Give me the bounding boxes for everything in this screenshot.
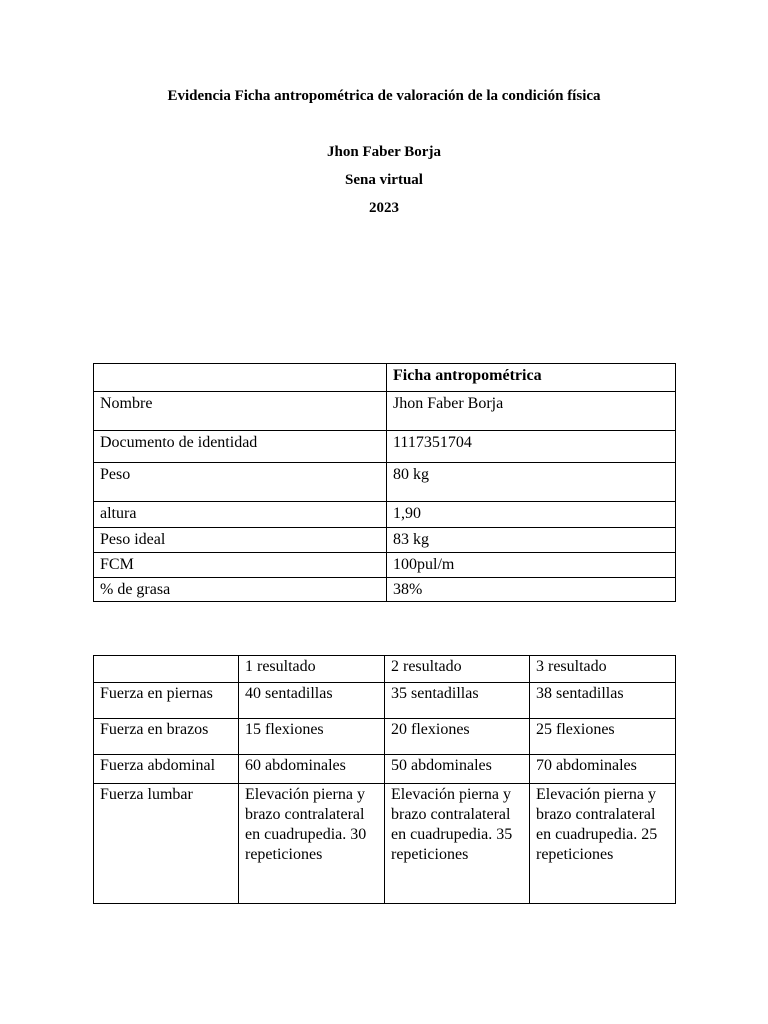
table-row	[94, 784, 676, 904]
table-cell-label: FCM	[94, 553, 387, 578]
table-cell	[94, 364, 387, 392]
table-cell-label: Peso ideal	[94, 528, 387, 553]
table-cell-label: altura	[94, 502, 387, 528]
table-header-cell: 2 resultado	[385, 656, 530, 683]
table-row	[94, 683, 676, 719]
table-row	[94, 431, 676, 463]
table-cell-label: Documento de identidad	[94, 431, 387, 463]
table-cell-label: Nombre	[94, 392, 387, 431]
table-header-cell	[94, 656, 239, 683]
table-cell: Elevación pierna y brazo contralateral en cuadrupedia. 30 repeticiones	[239, 784, 385, 904]
document-year: 2023	[369, 200, 399, 216]
institution-name: Sena virtual	[345, 172, 423, 188]
table-cell-label: Fuerza lumbar	[94, 784, 239, 904]
table-header-row	[94, 364, 676, 392]
table-cell-value: 1,90	[387, 502, 676, 528]
table-cell-value: 100pul/m	[387, 553, 676, 578]
table-cell-label: Fuerza abdominal	[94, 755, 239, 784]
table-cell: 40 sentadillas	[239, 683, 385, 719]
table-cell-value: 38%	[387, 578, 676, 602]
table-header-cell: 3 resultado	[530, 656, 676, 683]
strength-results-table	[93, 655, 676, 904]
table-cell-label: % de grasa	[94, 578, 387, 602]
table-cell: Elevación pierna y brazo contralateral en cuadrupedia. 25 repeticiones	[530, 784, 676, 904]
table-heading: Ficha antropométrica	[387, 364, 676, 392]
table-row	[94, 553, 676, 578]
table-cell-value: 83 kg	[387, 528, 676, 553]
table-cell: 15 flexiones	[239, 719, 385, 755]
table-cell: 35 sentadillas	[385, 683, 530, 719]
table-row	[94, 463, 676, 502]
table-cell-value: 1117351704	[387, 431, 676, 463]
anthropometric-table	[93, 363, 676, 602]
table-cell: 50 abdominales	[385, 755, 530, 784]
table-row	[94, 578, 676, 602]
table-cell: 60 abdominales	[239, 755, 385, 784]
table-row	[94, 755, 676, 784]
table-cell: 20 flexiones	[385, 719, 530, 755]
table-cell-value: 80 kg	[387, 463, 676, 502]
table-cell-label: Peso	[94, 463, 387, 502]
author-name: Jhon Faber Borja	[327, 144, 441, 160]
table-cell-label: Fuerza en brazos	[94, 719, 239, 755]
table-cell: 38 sentadillas	[530, 683, 676, 719]
table-row	[94, 502, 676, 528]
table-cell-value: Jhon Faber Borja	[387, 392, 676, 431]
table-row	[94, 528, 676, 553]
table-row	[94, 719, 676, 755]
table-row	[94, 392, 676, 431]
table-header-cell: 1 resultado	[239, 656, 385, 683]
document-title: Evidencia Ficha antropométrica de valoración de la condición física	[167, 88, 601, 104]
table-cell: 70 abdominales	[530, 755, 676, 784]
table-cell: 25 flexiones	[530, 719, 676, 755]
table-cell-label: Fuerza en piernas	[94, 683, 239, 719]
table-header-row	[94, 656, 676, 683]
table-cell: Elevación pierna y brazo contralateral en cuadrupedia. 35 repeticiones	[385, 784, 530, 904]
